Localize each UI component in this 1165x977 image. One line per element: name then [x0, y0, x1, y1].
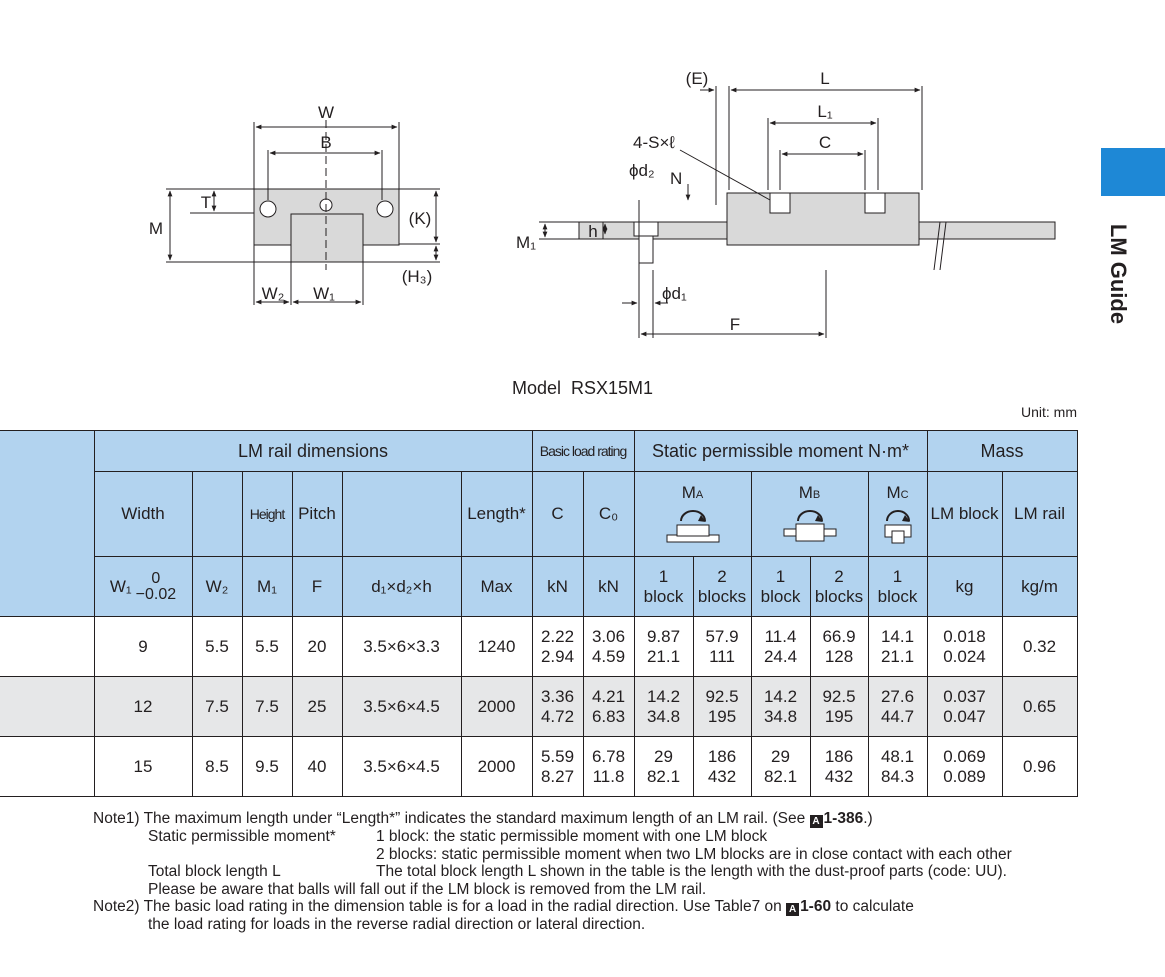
- note2-tag: Note2): [93, 898, 140, 915]
- cell-mc1: 27.6 44.7: [868, 677, 927, 737]
- model-name: RSX15M1: [570, 378, 654, 398]
- note2-line2: the load rating for loads in the reverse radial direction or lateral direction.: [148, 916, 646, 933]
- total-length-label: Total block length L: [148, 863, 281, 880]
- side-view: [539, 86, 1055, 338]
- block-side: [727, 193, 919, 245]
- cell-f: 40: [292, 737, 342, 797]
- page-ref-icon: A: [810, 815, 823, 828]
- page-ref-icon: A: [786, 903, 799, 916]
- note-moment: [93, 828, 1083, 846]
- rail-section: [291, 214, 363, 262]
- note-balls: Please be aware that balls will fall out if the LM block is removed from the LM rail.: [148, 880, 707, 898]
- cell-w1: 12: [94, 677, 192, 737]
- label-d2: ϕd₂: [629, 161, 655, 180]
- header-c: C: [532, 472, 583, 557]
- cell-mc1: 14.1 21.1: [868, 617, 927, 677]
- header-basic-load: Basic load rating: [532, 431, 634, 472]
- notes: [93, 810, 1083, 934]
- cell-f: 25: [292, 677, 342, 737]
- note1-ref[interactable]: A 1-386: [810, 810, 864, 827]
- moment-1block: 1 block: the static permissible moment with one LM block: [376, 828, 768, 845]
- header-mb: MB: [751, 472, 868, 557]
- note1-tag: Note1): [93, 810, 140, 827]
- section-tab-label: LM Guide: [1106, 223, 1131, 325]
- cell-mb2: 66.9 128: [810, 617, 868, 677]
- cell-ma1: 9.87 21.1: [634, 617, 693, 677]
- header-kn-c0: kN: [583, 557, 634, 617]
- header-d-blank: [342, 472, 461, 557]
- header-rail-dims: LM rail dimensions: [94, 431, 532, 472]
- header-d: d₁×d₂×h: [342, 557, 461, 617]
- cell-length: 2000: [461, 737, 532, 797]
- moment-b-icon: [782, 507, 838, 545]
- cell-c: 3.36 4.72: [532, 677, 583, 737]
- section-tab[interactable]: [1101, 148, 1165, 196]
- cell-f: 20: [292, 617, 342, 677]
- label-W2: W₂: [261, 284, 285, 303]
- cell-ma2: 57.9 111: [693, 617, 751, 677]
- model-title: [0, 378, 1165, 399]
- front-view: [166, 120, 440, 305]
- cell-ma2: 92.5 195: [693, 677, 751, 737]
- cell-length: 1240: [461, 617, 532, 677]
- note-total-length: [93, 863, 1083, 881]
- cell-m1: 9.5: [242, 737, 292, 797]
- header-max: Max: [461, 557, 532, 617]
- moment-c-icon: [881, 507, 915, 545]
- label-C: C: [818, 133, 832, 152]
- cell-rail-mass: 0.96: [1002, 737, 1077, 797]
- header-kn-c: kN: [532, 557, 583, 617]
- table-row: [0, 737, 1077, 797]
- header-mass: Mass: [927, 431, 1077, 472]
- label-N: N: [670, 169, 683, 188]
- blank-header-cell: [0, 431, 94, 617]
- label-M1: M₁: [516, 233, 536, 252]
- label-W1: W₁: [313, 284, 335, 303]
- cell-mb2: 186 432: [810, 737, 868, 797]
- cell-w2: 5.5: [192, 617, 242, 677]
- cell-mc1: 48.1 84.3: [868, 737, 927, 797]
- header-kg: kg: [927, 557, 1002, 617]
- cell-ma1: 14.2 34.8: [634, 677, 693, 737]
- label-T: T: [200, 193, 212, 212]
- cell-c0: 6.78 11.8: [583, 737, 634, 797]
- cell-w2: 7.5: [192, 677, 242, 737]
- cell-ma2: 186 432: [693, 737, 751, 797]
- cell-m1: 7.5: [242, 677, 292, 737]
- cell-d: 3.5×6×4.5: [342, 737, 461, 797]
- header-w2: W₂: [192, 557, 242, 617]
- table-row: [0, 617, 1077, 677]
- header-mb-1block: 1 block: [751, 557, 810, 617]
- label-h: h: [588, 222, 598, 241]
- label-K: (K): [408, 209, 432, 228]
- header-lm-rail: LM rail: [1002, 472, 1077, 557]
- cell-c: 5.59 8.27: [532, 737, 583, 797]
- cell-m1: 5.5: [242, 617, 292, 677]
- label-S: 4-S×ℓ: [633, 133, 675, 152]
- cell-mb1: 11.4 24.4: [751, 617, 810, 677]
- header-w2-blank: [192, 472, 242, 557]
- technical-drawing: [0, 0, 1165, 360]
- cell-w1: 15: [94, 737, 192, 797]
- label-L: L: [820, 69, 830, 88]
- cell-w2: 8.5: [192, 737, 242, 797]
- cell-w1: 9: [94, 617, 192, 677]
- header-m1: M₁: [242, 557, 292, 617]
- header-w1: W₁ 0 −0.02: [94, 557, 192, 617]
- header-mc-1block: 1 block: [868, 557, 927, 617]
- note1-text: The maximum length under “Length*” indicates the standard maximum length of an LM rail. (See: [143, 810, 810, 827]
- table-row: [0, 677, 1077, 737]
- dimension-table: [0, 430, 1078, 797]
- moment-a-icon: [665, 507, 721, 545]
- label-W: W: [317, 103, 335, 122]
- cell-mb1: 14.2 34.8: [751, 677, 810, 737]
- cell-d: 3.5×6×3.3: [342, 617, 461, 677]
- header-ma-2blocks: 2 blocks: [693, 557, 751, 617]
- note2-ref[interactable]: A 1-60: [786, 898, 831, 915]
- label-B: B: [320, 133, 332, 152]
- cell-d: 3.5×6×4.5: [342, 677, 461, 737]
- total-length-text: The total block length L shown in the table is the length with the dust-proof parts (code: UU).: [376, 863, 1007, 880]
- header-width: Width: [94, 472, 192, 557]
- cell-c0: 3.06 4.59: [583, 617, 634, 677]
- cell-ma1: 29 82.1: [634, 737, 693, 797]
- header-f: F: [292, 557, 342, 617]
- header-c0: C₀: [583, 472, 634, 557]
- header-mb-2blocks: 2 blocks: [810, 557, 868, 617]
- cell-mb2: 92.5 195: [810, 677, 868, 737]
- cell-block-mass: 0.018 0.024: [927, 617, 1002, 677]
- label-H3: (H₃): [401, 267, 433, 286]
- header-lm-block: LM block: [927, 472, 1002, 557]
- header-ma: MA: [634, 472, 751, 557]
- label-L1: L₁: [817, 102, 833, 121]
- cell-c0: 4.21 6.83: [583, 677, 634, 737]
- cell-mb1: 29 82.1: [751, 737, 810, 797]
- header-pitch: Pitch: [292, 472, 342, 557]
- cell-block-mass: 0.069 0.089: [927, 737, 1002, 797]
- note1: Note1) The maximum length under “Length*” indicates the standard maximum length of an LM rail. (See A 1-386.): [93, 810, 873, 827]
- cell-rail-mass: 0.65: [1002, 677, 1077, 737]
- header-static-moment: Static permissible moment N·m*: [634, 431, 927, 472]
- moment-label: Static permissible moment*: [148, 828, 336, 845]
- model-prefix: Model: [511, 378, 561, 398]
- note2: Note2) The basic load rating in the dimension table is for a load in the radial direction. Use Table7 on A 1-60 to calculate: [93, 898, 914, 915]
- header-length: Length*: [461, 472, 532, 557]
- header-mc: MC: [868, 472, 927, 557]
- label-E: (E): [685, 69, 709, 88]
- cell-block-mass: 0.037 0.047: [927, 677, 1002, 737]
- header-height: Height: [242, 472, 292, 557]
- cell-rail-mass: 0.32: [1002, 617, 1077, 677]
- header-ma-1block: 1 block: [634, 557, 693, 617]
- note2-text: The basic load rating in the dimension table is for a load in the radial direction. Use Table7 on: [143, 898, 787, 915]
- cell-length: 2000: [461, 677, 532, 737]
- label-F: F: [729, 315, 741, 334]
- label-d1: ϕd₁: [662, 284, 687, 303]
- moment-2blocks: 2 blocks: static permissible moment when two LM blocks are in close contact with each other: [376, 845, 1012, 863]
- unit-label: Unit: mm: [1021, 404, 1077, 420]
- header-kgm: kg/m: [1002, 557, 1077, 617]
- label-M: M: [148, 219, 164, 238]
- cell-c: 2.22 2.94: [532, 617, 583, 677]
